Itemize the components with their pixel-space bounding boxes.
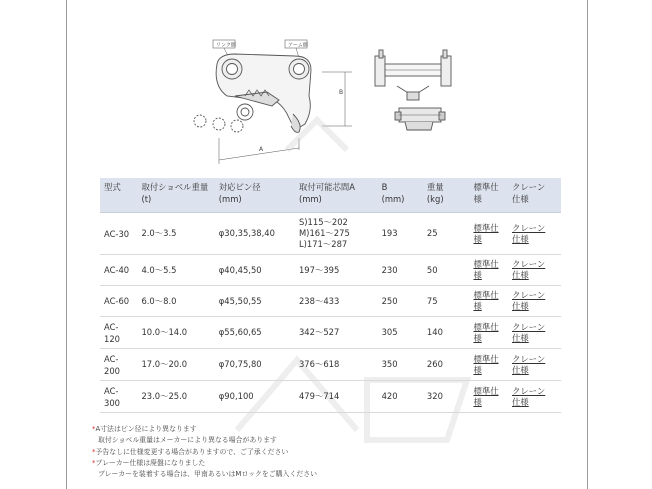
standard-spec-link[interactable]: 標準仕 様	[473, 385, 499, 407]
crane-spec-link[interactable]: クレーン 仕様	[511, 290, 546, 311]
cell-center-distance: 238〜433	[295, 286, 378, 317]
header-weight: 重量 (kg)	[423, 178, 470, 213]
dim-b-label: B	[339, 89, 344, 96]
cell-excavator-weight: 23.0〜25.0	[137, 381, 214, 413]
note-text: ブレーカー仕様は廃盤になりました	[95, 458, 206, 467]
front-view-drawing	[375, 50, 451, 130]
cell-b: 305	[378, 317, 423, 349]
cell-crane-spec	[508, 213, 561, 255]
standard-spec-link[interactable]: 標準仕 様	[473, 353, 499, 375]
cell-standard-spec	[469, 213, 508, 255]
arm-side-label: アーム側	[288, 42, 308, 49]
cell-center-distance: 479〜714	[295, 381, 378, 413]
cell-weight: 320	[423, 381, 470, 413]
cell-excavator-weight: 4.0〜5.5	[137, 255, 214, 286]
cell-model: AC-40	[100, 255, 137, 286]
cell-standard-spec	[469, 349, 508, 381]
cell-center-distance: 376〜618	[295, 349, 378, 381]
crane-spec-link[interactable]: クレーン 仕様	[511, 222, 546, 244]
cell-pin-diameter: φ30,35,38,40	[215, 213, 295, 255]
cell-crane-spec	[508, 286, 561, 317]
standard-spec-link[interactable]: 標準仕 様	[473, 290, 499, 311]
cell-b: 230	[378, 255, 423, 286]
cell-pin-diameter: φ55,60,65	[215, 317, 295, 349]
cell-pin-diameter: φ70,75,80	[215, 349, 295, 381]
cell-center-distance: 342〜527	[295, 317, 378, 349]
header-b: B (mm)	[378, 178, 423, 213]
table-row	[100, 381, 561, 413]
header-pin-diameter: 対応ピン径 (mm)	[215, 178, 295, 213]
note-text: 取付ショベル重量はメーカーにより異なる場合があります	[98, 436, 277, 445]
cell-model: AC- 200	[100, 349, 137, 381]
standard-spec-link[interactable]: 標準仕 様	[473, 321, 499, 343]
cell-pin-diameter: φ90,100	[215, 381, 295, 413]
cell-b: 420	[378, 381, 423, 413]
note-text: ブレーカーを装着する場合は、甲南あるいはMロックをご購入ください	[98, 470, 317, 479]
crane-spec-link[interactable]: クレーン 仕様	[511, 353, 546, 375]
coupler-drawings	[67, 0, 587, 176]
cell-b: 250	[378, 286, 423, 317]
note-item	[92, 447, 572, 458]
table-header-row	[100, 178, 561, 213]
crane-spec-link[interactable]: クレーン 仕様	[511, 321, 546, 343]
cell-weight: 50	[423, 255, 470, 286]
cell-b: 350	[378, 349, 423, 381]
header-crane-spec: クレーン 仕様	[508, 178, 561, 213]
header-center-distance: 取付可能芯間A (mm)	[295, 178, 378, 213]
cell-model: AC- 300	[100, 381, 137, 413]
note-item	[92, 424, 572, 435]
note-text: 予告なしに仕様変更する場合がありますので、ご了承ください	[95, 447, 289, 456]
cell-center-distance: 197〜395	[295, 255, 378, 286]
header-model: 型式	[100, 178, 137, 213]
cell-model: AC-60	[100, 286, 137, 317]
standard-spec-link[interactable]: 標準仕 様	[473, 259, 499, 280]
cell-weight: 25	[423, 213, 470, 255]
note-marker: *	[92, 447, 96, 456]
table-row	[100, 286, 561, 317]
cell-crane-spec	[508, 255, 561, 286]
cell-excavator-weight: 17.0〜20.0	[137, 349, 214, 381]
cell-weight: 75	[423, 286, 470, 317]
note-marker: *	[92, 458, 96, 467]
note-text: A寸法はピン径により異なります	[95, 425, 197, 433]
crane-spec-link[interactable]: クレーン 仕様	[511, 259, 546, 280]
note-item	[92, 435, 572, 446]
cell-pin-diameter: φ45,50,55	[215, 286, 295, 317]
cell-standard-spec	[469, 286, 508, 317]
cell-excavator-weight: 6.0〜8.0	[137, 286, 214, 317]
cell-standard-spec	[469, 381, 508, 413]
cell-crane-spec	[508, 381, 561, 413]
header-excavator-weight: 取付ショベル重量 (t)	[137, 178, 214, 213]
page-frame	[66, 0, 588, 489]
cell-b: 193	[378, 213, 423, 255]
table-row	[100, 349, 561, 381]
cell-excavator-weight: 2.0〜3.5	[137, 213, 214, 255]
cell-crane-spec	[508, 349, 561, 381]
cell-weight: 260	[423, 349, 470, 381]
note-item	[92, 458, 572, 469]
note-marker: *	[92, 425, 96, 433]
cell-pin-diameter: φ40,45,50	[215, 255, 295, 286]
cell-crane-spec	[508, 317, 561, 349]
standard-spec-link[interactable]: 標準仕 様	[473, 222, 499, 244]
cell-weight: 140	[423, 317, 470, 349]
dim-a-label: A	[259, 146, 264, 153]
cell-model: AC- 120	[100, 317, 137, 349]
cell-model: AC-30	[100, 213, 137, 255]
side-view-drawing	[194, 40, 352, 164]
spec-table	[100, 178, 561, 413]
cell-excavator-weight: 10.0〜14.0	[137, 317, 214, 349]
header-standard-spec: 標準仕 様	[469, 178, 508, 213]
table-row	[100, 255, 561, 286]
cell-standard-spec	[469, 317, 508, 349]
link-side-label: リンク側	[216, 42, 236, 49]
table-row	[100, 213, 561, 255]
note-item	[92, 469, 572, 480]
cell-standard-spec	[469, 255, 508, 286]
table-row	[100, 317, 561, 349]
cell-center-distance: S)115〜202 M)161〜275 L)171〜287	[295, 213, 378, 255]
crane-spec-link[interactable]: クレーン 仕様	[511, 385, 546, 407]
notes-list	[92, 424, 572, 480]
